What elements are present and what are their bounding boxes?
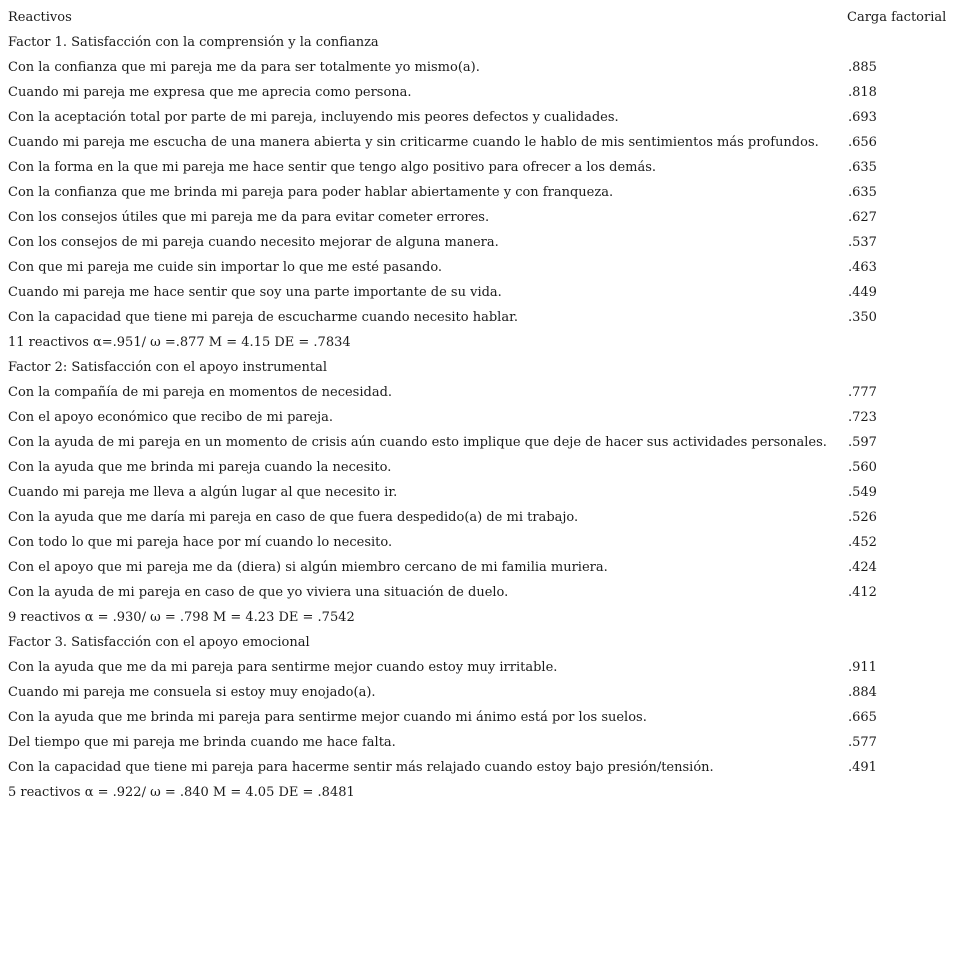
table-row <box>0 280 956 305</box>
table-row <box>0 155 956 180</box>
factor-title: Factor 3. Satisfacción con el apoyo emocional <box>8 635 310 650</box>
table-row <box>0 230 956 255</box>
loading-column-header: Carga factorial <box>847 10 947 25</box>
item-text: Con el apoyo económico que recibo de mi pareja. <box>8 410 333 425</box>
item-text: Con los consejos útiles que mi pareja me da para evitar cometer errores. <box>8 210 490 225</box>
factor-summary: 11 reactivos α=.951/ ω =.877 M = 4.15 DE = .7834 <box>8 335 351 350</box>
table-row <box>0 555 956 580</box>
factor-summary-row <box>0 780 956 805</box>
item-text: Con la ayuda que me da mi pareja para sentirme mejor cuando estoy muy irritable. <box>8 660 558 675</box>
item-text: Cuando mi pareja me escucha de una manera abierta y sin criticarme cuando le hablo de mis sentimientos más profundos. <box>8 135 819 150</box>
table-row <box>0 655 956 680</box>
item-text: Con la forma en la que mi pareja me hace sentir que tengo algo positivo para ofrecer a los demás. <box>8 160 657 175</box>
table-row <box>0 305 956 330</box>
item-loading: .560 <box>848 460 877 475</box>
table-row <box>0 530 956 555</box>
factor-summary: 9 reactivos α = .930/ ω = .798 M = 4.23 DE = .7542 <box>8 610 355 625</box>
table-row <box>0 405 956 430</box>
item-loading: .777 <box>848 385 877 400</box>
item-loading: .597 <box>848 435 877 450</box>
table-row <box>0 205 956 230</box>
item-text: Con la capacidad que tiene mi pareja de escucharme cuando necesito hablar. <box>8 310 519 325</box>
item-loading: .449 <box>848 285 877 300</box>
item-text: Con todo lo que mi pareja hace por mí cuando lo necesito. <box>8 535 393 550</box>
item-text: Con la ayuda que me daría mi pareja en caso de que fuera despedido(a) de mi trabajo. <box>8 510 579 525</box>
item-loading: .911 <box>848 660 877 675</box>
table-row <box>0 680 956 705</box>
item-loading: .693 <box>848 110 877 125</box>
item-loading: .577 <box>848 735 877 750</box>
item-text: Del tiempo que mi pareja me brinda cuando me hace falta. <box>8 735 396 750</box>
factor-title-row <box>0 630 956 655</box>
items-column-header: Reactivos <box>8 10 72 25</box>
table-row <box>0 580 956 605</box>
item-text: Con la ayuda que me brinda mi pareja cuando la necesito. <box>8 460 392 475</box>
table-row <box>0 130 956 155</box>
item-loading: .549 <box>848 485 877 500</box>
factor-title: Factor 2: Satisfacción con el apoyo instrumental <box>8 360 328 375</box>
item-text: Con la capacidad que tiene mi pareja para hacerme sentir más relajado cuando estoy bajo presión/tensión. <box>8 760 714 775</box>
item-loading: .884 <box>848 685 877 700</box>
item-loading: .412 <box>848 585 877 600</box>
item-loading: .635 <box>848 185 877 200</box>
item-loading: .885 <box>848 60 877 75</box>
factor-summary-row <box>0 330 956 355</box>
table-row <box>0 730 956 755</box>
item-text: Con la aceptación total por parte de mi pareja, incluyendo mis peores defectos y cualidades. <box>8 110 619 125</box>
item-text: Con la ayuda que me brinda mi pareja para sentirme mejor cuando mi ánimo está por los suelos. <box>8 710 647 725</box>
item-text: Con la ayuda de mi pareja en un momento de crisis aún cuando esto implique que deje de hacer sus actividades personales. <box>8 435 827 450</box>
table-row <box>0 505 956 530</box>
item-loading: .665 <box>848 710 877 725</box>
factor-summary-row <box>0 605 956 630</box>
item-loading: .350 <box>848 310 877 325</box>
item-loading: .452 <box>848 535 877 550</box>
item-loading: .635 <box>848 160 877 175</box>
item-loading: .723 <box>848 410 877 425</box>
factor-loadings-table <box>0 5 956 805</box>
table-row <box>0 255 956 280</box>
item-loading: .818 <box>848 85 877 100</box>
item-loading: .491 <box>848 760 877 775</box>
table-row <box>0 430 956 455</box>
table-row <box>0 105 956 130</box>
factor-title: Factor 1. Satisfacción con la comprensión y la confianza <box>8 35 379 50</box>
table-row <box>0 380 956 405</box>
item-text: Cuando mi pareja me expresa que me aprecia como persona. <box>8 85 412 100</box>
item-loading: .656 <box>848 135 877 150</box>
item-text: Con la confianza que mi pareja me da para ser totalmente yo mismo(a). <box>8 60 480 75</box>
item-text: Con la ayuda de mi pareja en caso de que yo viviera una situación de duelo. <box>8 585 509 600</box>
table-header-row <box>0 5 956 30</box>
factor-summary: 5 reactivos α = .922/ ω = .840 M = 4.05 DE = .8481 <box>8 785 355 800</box>
item-loading: .627 <box>848 210 877 225</box>
table-row <box>0 180 956 205</box>
item-text: Con la compañía de mi pareja en momentos de necesidad. <box>8 385 393 400</box>
item-text: Con el apoyo que mi pareja me da (diera) si algún miembro cercano de mi familia muriera. <box>8 560 608 575</box>
item-loading: .526 <box>848 510 877 525</box>
item-text: Con la confianza que me brinda mi pareja para poder hablar abiertamente y con franqueza. <box>8 185 614 200</box>
table-row <box>0 480 956 505</box>
table-row <box>0 755 956 780</box>
item-text: Con que mi pareja me cuide sin importar lo que me esté pasando. <box>8 260 443 275</box>
item-loading: .463 <box>848 260 877 275</box>
item-text: Con los consejos de mi pareja cuando necesito mejorar de alguna manera. <box>8 235 499 250</box>
item-text: Cuando mi pareja me hace sentir que soy una parte importante de su vida. <box>8 285 502 300</box>
table-row <box>0 455 956 480</box>
item-loading: .537 <box>848 235 877 250</box>
table-row <box>0 80 956 105</box>
factor-title-row <box>0 355 956 380</box>
table-row <box>0 705 956 730</box>
table-row <box>0 55 956 80</box>
factor-title-row <box>0 30 956 55</box>
item-loading: .424 <box>848 560 877 575</box>
item-text: Cuando mi pareja me lleva a algún lugar al que necesito ir. <box>8 485 398 500</box>
item-text: Cuando mi pareja me consuela si estoy muy enojado(a). <box>8 685 376 700</box>
